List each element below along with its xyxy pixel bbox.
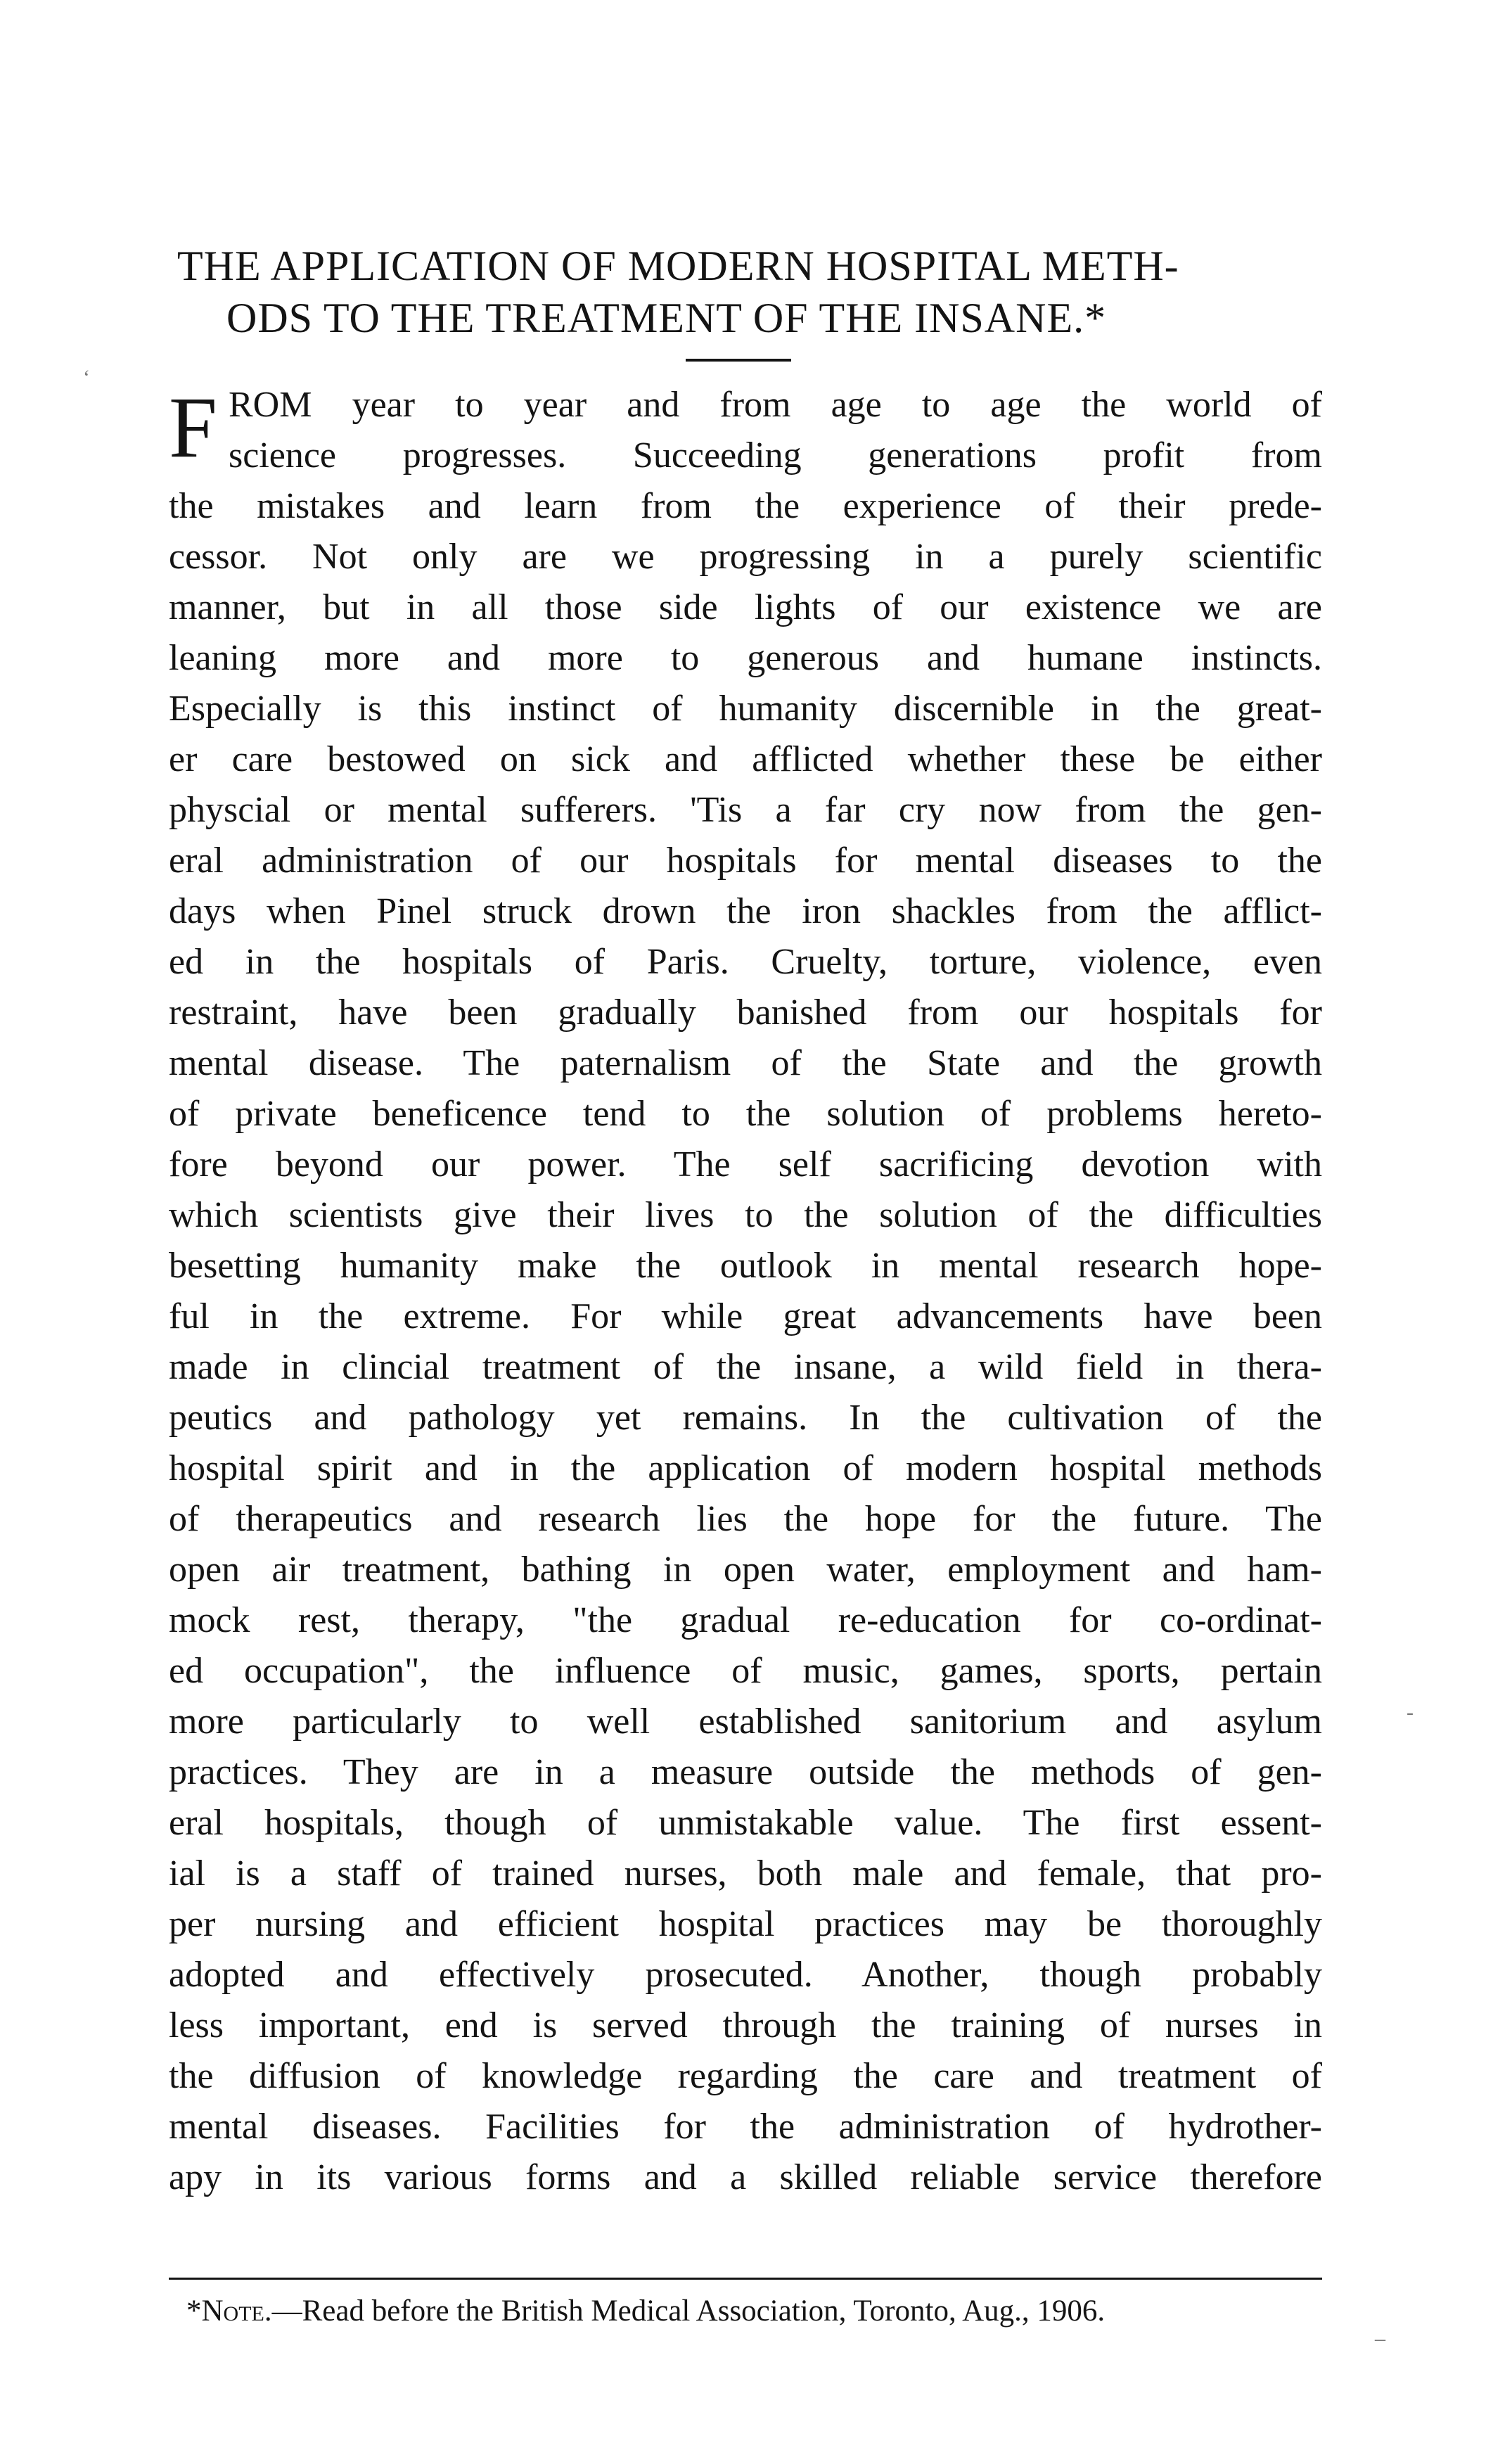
- body-line: hospital spirit and in the application of modern hospital methods: [169, 1448, 1322, 1488]
- body-line: ful in the extreme. For while great advancements have been: [169, 1296, 1322, 1336]
- body-line: per nursing and efficient hospital practices may be thoroughly: [169, 1904, 1322, 1944]
- article-title-line-2: ODS TO THE TREATMENT OF THE INSANE.*: [226, 295, 1107, 341]
- body-line: ed occupation", the influence of music, games, sports, pertain: [169, 1651, 1322, 1691]
- body-line: peutics and pathology yet remains. In the cultivation of the: [169, 1398, 1322, 1438]
- drop-cap: F: [169, 379, 217, 475]
- article-body: [169, 380, 1322, 2203]
- body-line: er care bestowed on sick and afflicted whether these be either: [169, 739, 1322, 779]
- body-line: open air treatment, bathing in open water, employment and ham-: [169, 1550, 1322, 1590]
- body-line: the mistakes and learn from the experience of their prede-: [169, 486, 1322, 526]
- footnote: [186, 2290, 1326, 2332]
- body-line: restraint, have been gradually banished from our hospitals for: [169, 992, 1322, 1033]
- body-line: eral hospitals, though of unmistakable value. The first essent-: [169, 1803, 1322, 1843]
- footnote-mark: *Note.: [186, 2294, 272, 2328]
- body-line: mental diseases. Facilities for the administration of hydrother-: [169, 2107, 1322, 2147]
- body-line: mental disease. The paternalism of the State and the growth: [169, 1043, 1322, 1083]
- body-line: cessor. Not only are we progressing in a purely scientific: [169, 537, 1322, 577]
- body-line: physcial or mental sufferers. 'Tis a far cry now from the gen-: [169, 790, 1322, 830]
- body-line: ROM year to year and from age to age the world of: [229, 385, 1322, 425]
- body-line: mock rest, therapy, "the gradual re-education for co-ordinat-: [169, 1600, 1322, 1640]
- body-line: of therapeutics and research lies the hope for the future. The: [169, 1499, 1322, 1539]
- margin-speck: ‘: [83, 366, 90, 389]
- body-line: ed in the hospitals of Paris. Cruelty, torture, violence, even: [169, 942, 1322, 982]
- body-line: ial is a staff of trained nurses, both male and female, that pro-: [169, 1853, 1322, 1894]
- article-title-line-1: THE APPLICATION OF MODERN HOSPITAL METH-: [177, 243, 1179, 289]
- body-line: made in clincial treatment of the insane, a wild field in thera-: [169, 1347, 1322, 1387]
- body-line: fore beyond our power. The self sacrificing devotion with: [169, 1144, 1322, 1185]
- body-line: days when Pinel struck drown the iron shackles from the afflict-: [169, 891, 1322, 931]
- body-line: eral administration of our hospitals for mental diseases to the: [169, 841, 1322, 881]
- footnote-text: —Read before the British Medical Association, Toronto, Aug., 1906.: [271, 2294, 1106, 2328]
- body-line: practices. They are in a measure outside the methods of gen-: [169, 1752, 1322, 1792]
- body-line: which scientists give their lives to the solution of the difficulties: [169, 1195, 1322, 1235]
- footnote-divider: [169, 2278, 1322, 2280]
- body-line: besetting humanity make the outlook in mental research hope-: [169, 1246, 1322, 1286]
- body-line: more particularly to well established sanitorium and asylum: [169, 1702, 1322, 1742]
- margin-speck: -: [1407, 1701, 1414, 1724]
- body-line: less important, end is served through the training of nurses in: [169, 2005, 1322, 2045]
- body-line: Especially is this instinct of humanity discernible in the great-: [169, 689, 1322, 729]
- body-line: of private beneficence tend to the solution of problems hereto-: [169, 1094, 1322, 1134]
- body-line: adopted and effectively prosecuted. Another, though probably: [169, 1955, 1322, 1995]
- margin-speck: _: [1375, 2320, 1385, 2343]
- body-line: apy in its various forms and a skilled reliable service therefore: [169, 2157, 1322, 2197]
- body-line: the diffusion of knowledge regarding the care and treatment of: [169, 2056, 1322, 2096]
- title-divider: [686, 359, 791, 362]
- body-line: science progresses. Succeeding generations profit from: [229, 435, 1322, 475]
- body-line: leaning more and more to generous and humane instincts.: [169, 638, 1322, 678]
- body-line: manner, but in all those side lights of our existence we are: [169, 587, 1322, 627]
